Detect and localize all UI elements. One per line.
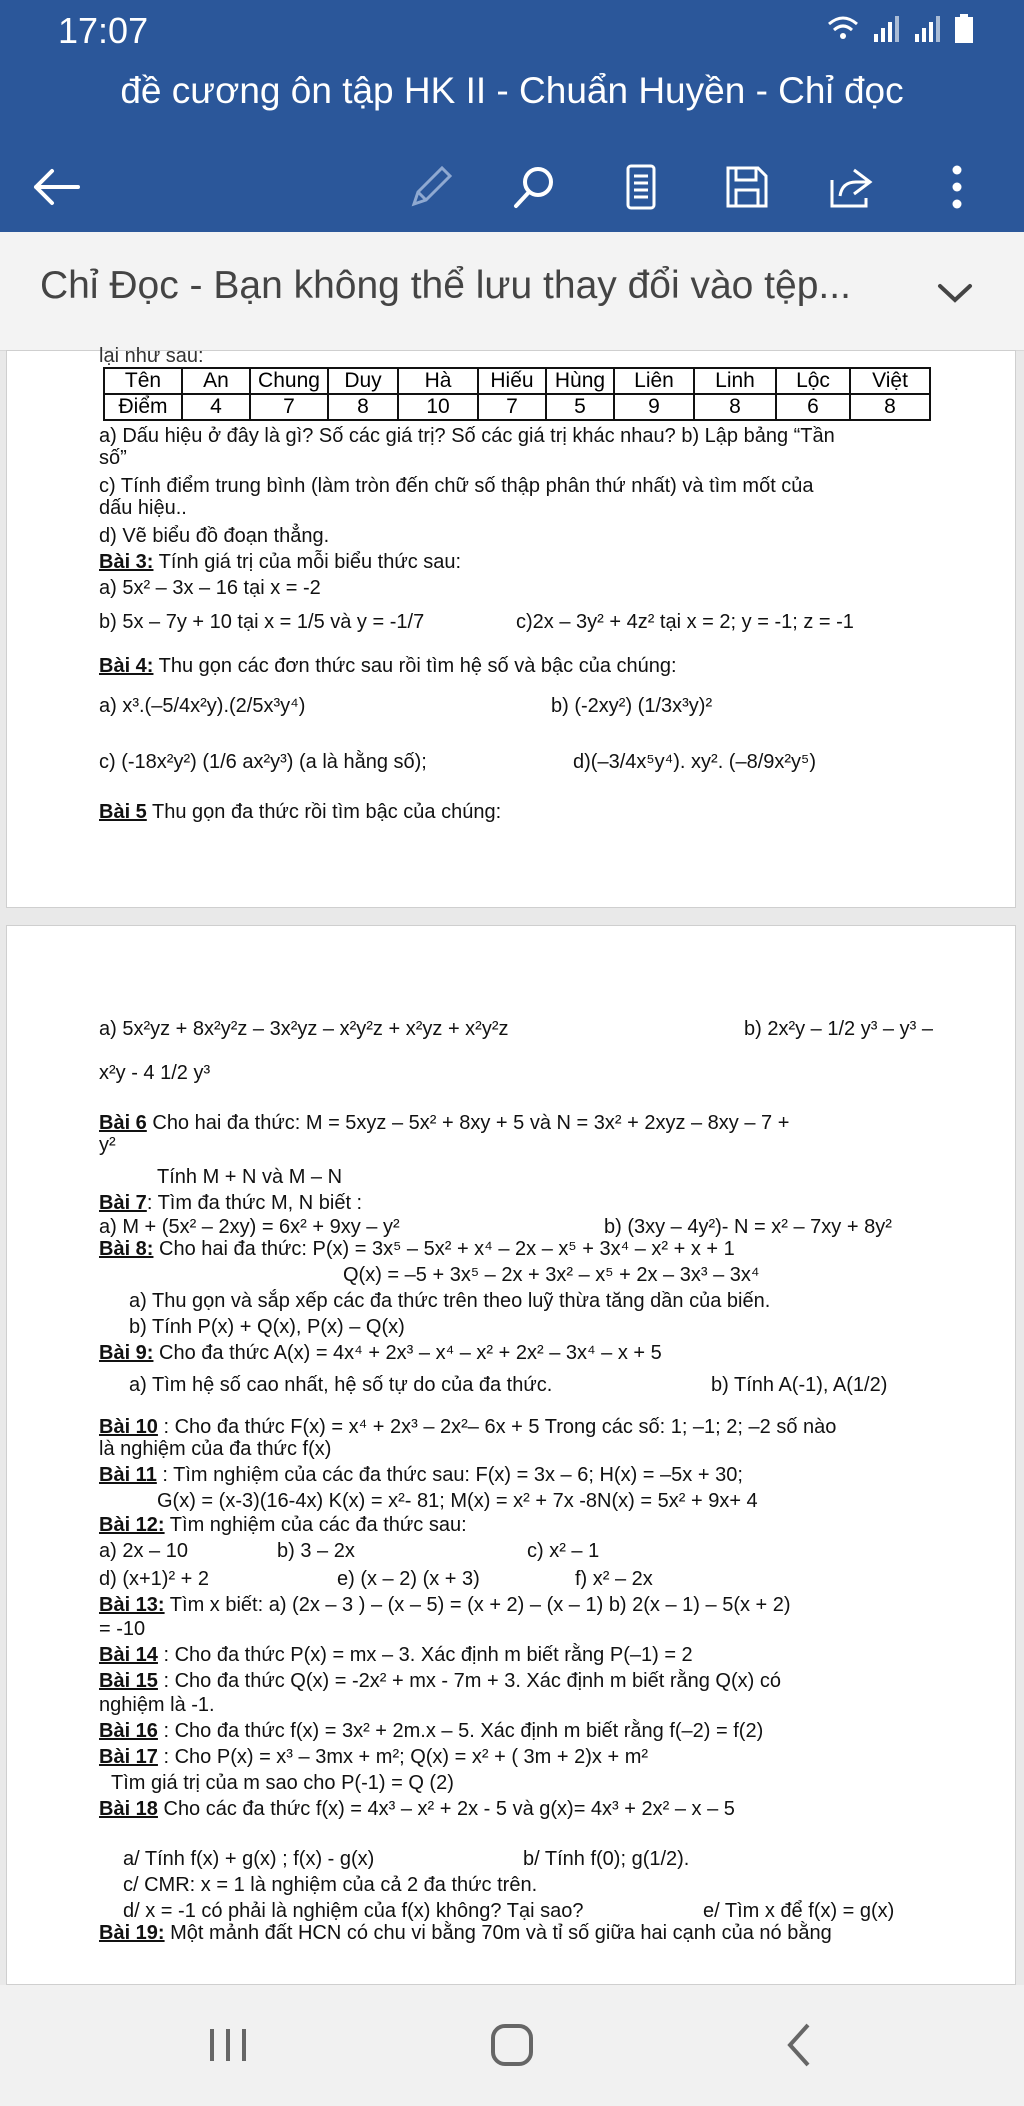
back-nav-icon[interactable] [770, 2015, 830, 2075]
share-icon [826, 162, 876, 212]
more-options-button[interactable] [922, 152, 992, 222]
pencil-icon [406, 162, 456, 212]
save-button[interactable] [712, 152, 782, 222]
exercise-10: Bài 10 : Cho đa thức F(x) = x⁴ + 2x³ – 2x²– 6x + 5 Trong các số: 1; –1; 2; –2 số nào [99, 1416, 837, 1438]
document-page-2[interactable] [6, 925, 1016, 1985]
read-only-banner[interactable] [0, 232, 1024, 351]
text-line: f) x² – 2x [575, 1568, 653, 1590]
text-line: G(x) = (x-3)(16-4x) K(x) = x²- 81; M(x) = x² + 7x -8N(x) = 5x² + 9x+ 4 [157, 1490, 758, 1512]
text-line: e/ Tìm x để f(x) = g(x) [703, 1900, 895, 1922]
table-cell: 6 [776, 394, 850, 420]
back-button[interactable] [22, 152, 92, 222]
exercise-16: Bài 16 : Cho đa thức f(x) = 3x² + 2m.x – 5. Xác định m biết rằng f(–2) = f(2) [99, 1720, 764, 1742]
table-cell: Hà [398, 368, 478, 394]
more-vertical-icon [947, 162, 967, 212]
signal-icon-2 [913, 14, 943, 44]
table-cell: Việt [850, 368, 930, 394]
text-line: b) 5x – 7y + 10 tại x = 1/5 và y = -1/7 [99, 611, 425, 633]
text-line: a) Tìm hệ số cao nhất, hệ số tự do của đa thức. [129, 1374, 553, 1396]
search-button[interactable] [500, 152, 570, 222]
table-cell: 8 [328, 394, 398, 420]
text-line: c) (-18x²y²) (1/6 ax²y³) (a là hằng số); [99, 751, 427, 773]
status-time: 17:07 [58, 10, 149, 51]
edit-button[interactable] [396, 152, 466, 222]
exercise-11: Bài 11 : Tìm nghiệm của các đa thức sau: F(x) = 3x – 6; H(x) = –5x + 30; [99, 1464, 743, 1486]
text-line: a) x³.(–5/4x²y).(2/5x³y⁴) [99, 695, 306, 717]
table-cell: Hiếu [478, 368, 546, 394]
exercise-3: Bài 3: Tính giá trị của mỗi biểu thức sau: [99, 551, 462, 573]
table-cell: 5 [546, 394, 614, 420]
text-line: e) (x – 2) (x + 3) [337, 1568, 480, 1590]
table-cell: Linh [694, 368, 776, 394]
text-line: dấu hiệu.. [99, 497, 187, 519]
app-titlebar [0, 62, 1024, 232]
table-cell: 7 [478, 394, 546, 420]
recent-apps-icon[interactable] [198, 2015, 258, 2075]
status-bar [0, 0, 1024, 62]
text-line: b) (3xy – 4y²)- N = x² – 7xy + 8y² [604, 1216, 892, 1238]
text-line: c)2x – 3y² + 4z² tại x = 2; y = -1; z = -1 [516, 611, 854, 633]
text-line: là nghiệm của đa thức f(x) [99, 1438, 332, 1460]
table-cell: Hùng [546, 368, 614, 394]
table-cell: 10 [398, 394, 478, 420]
text-line: số” [99, 447, 127, 469]
exercise-8: Bài 8: Cho hai đa thức: P(x) = 3x⁵ – 5x² + x⁴ – 2x – x⁵ + 3x⁴ – x² + x + 1 [99, 1238, 735, 1260]
text-line: Tìm giá trị của m sao cho P(-1) = Q (2) [111, 1772, 454, 1794]
text-line: b) 3 – 2x [277, 1540, 355, 1562]
text-line: Tính M + N và M – N [157, 1166, 343, 1188]
table-row [104, 394, 930, 420]
table-cell: 4 [182, 394, 250, 420]
text-line: b) Tính A(-1), A(1/2) [711, 1374, 888, 1396]
text-line: a) Thu gọn và sắp xếp các đa thức trên theo luỹ thừa tăng dần của biến. [129, 1290, 771, 1312]
reading-view-button[interactable] [606, 152, 676, 222]
table-cell: Chung [250, 368, 328, 394]
table-cell: Điểm [104, 394, 182, 420]
exercise-4: Bài 4: Thu gọn các đơn thức sau rồi tìm hệ số và bậc của chúng: [99, 655, 677, 677]
back-arrow-icon [32, 167, 82, 207]
text-line: b/ Tính f(0); g(1/2). [523, 1848, 690, 1870]
exercise-6: Bài 6 Cho hai đa thức: M = 5xyz – 5x² + 8xy + 5 và N = 3x² + 2xyz – 8xy – 7 + [99, 1112, 790, 1134]
text-line: b) 2x²y – 1/2 y³ – y³ – [744, 1018, 933, 1040]
chevron-down-icon[interactable] [930, 268, 980, 318]
exercise-7: Bài 7: Tìm đa thức M, N biết : [99, 1192, 363, 1214]
document-page-1[interactable] [6, 345, 1016, 908]
exercise-15: Bài 15 : Cho đa thức Q(x) = -2x² + mx - 7m + 3. Xác định m biết rằng Q(x) có [99, 1670, 781, 1692]
text-line: d/ x = -1 có phải là nghiệm của f(x) không? Tại sao? [123, 1900, 584, 1922]
text-line: y² [99, 1134, 116, 1156]
share-button[interactable] [816, 152, 886, 222]
table-cell: Tên [104, 368, 182, 394]
text-line: c) Tính điểm trung bình (làm tròn đến chữ số thập phân thứ nhất) và tìm mốt của [99, 475, 814, 497]
text-line: a/ Tính f(x) + g(x) ; f(x) - g(x) [123, 1848, 375, 1870]
exercise-12: Bài 12: Tìm nghiệm của các đa thức sau: [99, 1514, 467, 1536]
text-line: d) (x+1)² + 2 [99, 1568, 210, 1590]
exercise-18: Bài 18 Cho các đa thức f(x) = 4x³ – x² + 2x - 5 và g(x)= 4x³ + 2x² – x – 5 [99, 1798, 735, 1820]
text-line: c/ CMR: x = 1 là nghiệm của cả 2 đa thức trên. [123, 1874, 538, 1896]
search-icon [510, 162, 560, 212]
text-line: a) 5x²yz + 8x²y²z – 3x²yz – x²y²z + x²yz + x²y²z [99, 1018, 509, 1040]
text-line: x²y - 4 1/2 y³ [99, 1062, 211, 1084]
exercise-5: Bài 5 Thu gọn đa thức rồi tìm bậc của chúng: [99, 801, 502, 823]
text-line: b) (-2xy²) (1/3x³y)² [551, 695, 713, 717]
text-line: c) x² – 1 [527, 1540, 600, 1562]
text-line: b) Tính P(x) + Q(x), P(x) – Q(x) [129, 1316, 405, 1338]
text-line: Q(x) = –5 + 3x⁵ – 2x + 3x² – x⁵ + 2x – 3x³ – 3x⁴ [343, 1264, 760, 1286]
table-cell: Lộc [776, 368, 850, 394]
table-cell: An [182, 368, 250, 394]
text-line: a) 5x² – 3x – 16 tại x = -2 [99, 577, 321, 599]
table-cell: Liên [614, 368, 694, 394]
text-line: = -10 [99, 1618, 146, 1640]
text-line: d)(–3/4x⁵y⁴). xy². (–8/9x²y⁵) [573, 751, 816, 773]
table-cell: 8 [850, 394, 930, 420]
signal-icon [872, 14, 902, 44]
table-cell: 8 [694, 394, 776, 420]
exercise-9: Bài 9: Cho đa thức A(x) = 4x⁴ + 2x³ – x⁴ – x² + 2x² – 3x⁴ – x + 5 [99, 1342, 662, 1364]
reading-view-icon [616, 162, 666, 212]
save-icon [722, 162, 772, 212]
text-line: a) M + (5x² – 2xy) = 6x² + 9xy – y² [99, 1216, 400, 1238]
text-line: a) Dấu hiệu ở đây là gì? Số các giá trị? Số các giá trị khác nhau? b) Lập bảng “Tần [99, 425, 835, 447]
text-line: nghiệm là -1. [99, 1694, 215, 1716]
table-cell: Duy [328, 368, 398, 394]
home-icon[interactable] [482, 2015, 542, 2075]
table-row [104, 368, 930, 394]
wifi-icon [826, 14, 860, 44]
system-navigation-bar [0, 1985, 1024, 2106]
cut-line: lại như sau: [99, 345, 204, 367]
status-icons [826, 14, 974, 51]
exercise-17: Bài 17 : Cho P(x) = x³ – 3mx + m²; Q(x) = x² + ( 3m + 2)x + m² [99, 1746, 649, 1768]
exercise-19: Bài 19: Một mảnh đất HCN có chu vi bằng 70m và tỉ số giữa hai cạnh của nó bằng [99, 1922, 832, 1944]
text-line: a) 2x – 10 [99, 1540, 188, 1562]
document-title: đề cương ôn tập HK II - Chuẩn Huyền - Chỉ đọc [120, 70, 904, 111]
battery-icon [954, 14, 974, 44]
exercise-14: Bài 14 : Cho đa thức P(x) = mx – 3. Xác định m biết rằng P(–1) = 2 [99, 1644, 693, 1666]
score-table [103, 367, 931, 421]
table-cell: 9 [614, 394, 694, 420]
table-cell: 7 [250, 394, 328, 420]
read-only-message: Chỉ Đọc - Bạn không thể lưu thay đổi vào tệp... [40, 264, 851, 307]
exercise-13: Bài 13: Tìm x biết: a) (2x – 3 ) – (x – 5) = (x + 2) – (x – 1) b) 2(x – 1) – 5(x + 2) [99, 1594, 791, 1616]
text-line: d) Vẽ biểu đồ đoạn thẳng. [99, 525, 330, 547]
